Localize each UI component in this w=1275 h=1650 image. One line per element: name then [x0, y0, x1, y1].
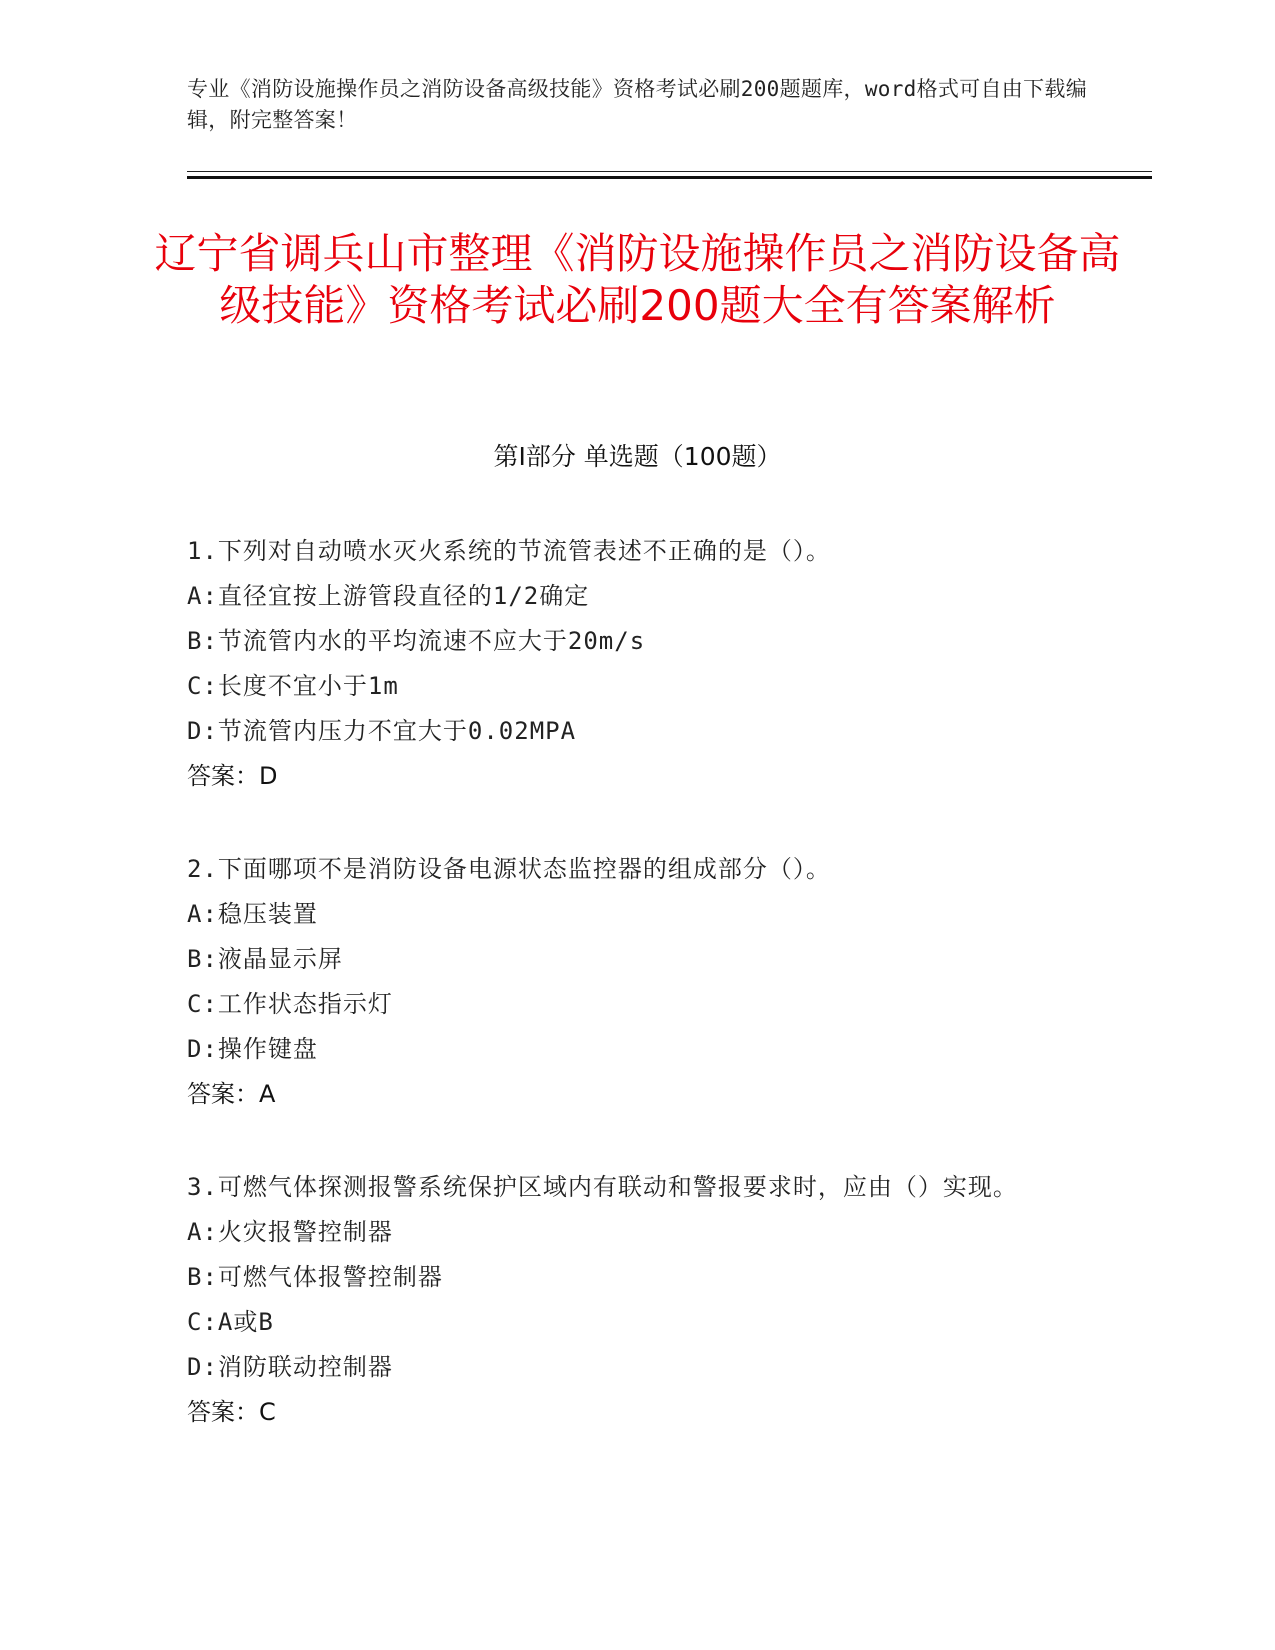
question-option: D:节流管内压力不宜大于0.02MPA [187, 717, 577, 745]
question-option: B:液晶显示屏 [187, 945, 343, 973]
question-option: D:消防联动控制器 [187, 1353, 393, 1381]
question-answer: 答案：C [187, 1398, 276, 1426]
question-list [187, 529, 1087, 1483]
question-answer: 答案：D [187, 762, 278, 790]
header-rule-thick [187, 176, 1152, 179]
question-item [187, 847, 1087, 1117]
question-option: A:火灾报警控制器 [187, 1218, 393, 1246]
question-answer: 答案：A [187, 1080, 276, 1108]
question-stem: 1.下列对自动喷水灭火系统的节流管表述不正确的是（）。 [187, 537, 831, 565]
question-option: B:节流管内水的平均流速不应大于20m/s [187, 627, 646, 655]
question-option: D:操作键盘 [187, 1035, 318, 1063]
question-option: B:可燃气体报警控制器 [187, 1263, 443, 1291]
header-rule-thin [187, 171, 1152, 172]
question-option: A:直径宜按上游管段直径的1/2确定 [187, 582, 590, 610]
question-option: A:稳压装置 [187, 900, 318, 928]
section-title: 第Ⅰ部分 单选题（100题） [493, 442, 782, 471]
question-stem: 2.下面哪项不是消防设备电源状态监控器的组成部分（）。 [187, 855, 831, 883]
document-title: 辽宁省调兵山市整理《消防设施操作员之消防设备高级技能》资格考试必刷200题大全有答案解析 [154, 229, 1121, 330]
question-item [187, 529, 1087, 799]
question-stem: 3.可燃气体探测报警系统保护区域内有联动和警报要求时，应由（）实现。 [187, 1173, 1018, 1201]
question-item [187, 1165, 1087, 1435]
question-option: C:长度不宜小于1m [187, 672, 399, 700]
header-note: 专业《消防设施操作员之消防设备高级技能》资格考试必刷200题题库，word格式可自由下载编辑，附完整答案！ [187, 77, 1087, 132]
question-option: C:工作状态指示灯 [187, 990, 393, 1018]
question-option: C:A或B [187, 1308, 274, 1336]
